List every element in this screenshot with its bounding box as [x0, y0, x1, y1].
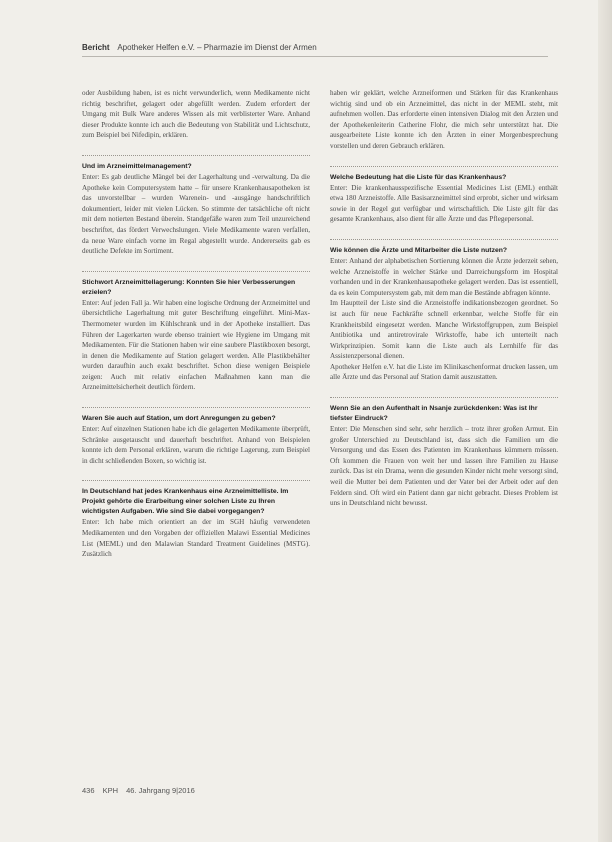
- question-heading: Stichwort Arzneimittellagerung: Konnten Sie hier Verbesserungen erzielen?: [82, 278, 296, 296]
- answer-paragraph: Enter: Es gab deutliche Mängel bei der Lagerhaltung und -verwaltung. Da die Apotheke kein Computersystem hatte – für unsere Krankenhausapotheken ist das unvorstellbar – wurden Warenein- und -ausgänge handschriftlich dokumentiert, leider mit vielen Lücken. So stimmte der tatsächliche oft nicht mit dem notierten Bestand überein. Standgefäße waren zum Teil unzureichend beschriftet, das fördert Verwechslungen. Viele Medikamente waren verfallen, da neue Ware einfach vorne im Regal abgestellt wurde. Andererseits gab es deutliche Defekte im Sortiment.: [82, 172, 310, 256]
- running-header: [82, 43, 542, 52]
- answer-paragraph: Enter: Auf jeden Fall ja. Wir haben eine logische Ordnung der Arzneimittel und übersichtliche Lagerhaltung mit guter Beschriftung eingeführt. Mini-Max-Thermometer wurden im Kühlschrank und in der Apotheke installiert. Das Führen der Lagerkarten wurde ebenso trainiert wie Hygiene im Umgang mit Medikamenten. Für die Stationen haben wir eine saubere Plastikboxen besorgt, in denen die Medikamente auf Station gelagert werden. Alle Plastikbehälter wurden daraufhin auch exakt beschriftet. Schon diese wenigen Beispiele zeigen: Auch mit relativ einfachen Maßnahmen kann man die Arzneimittelsicherheit deutlich fördern.: [82, 298, 310, 392]
- answer-paragraph: Enter: Auf einzelnen Stationen habe ich die gelagerten Medikamente überprüft, Schränke ausgetauscht und dauerhaft beschriftet. Anhand von Beispielen konnte ich dem Personal erklären, warum die richtige Lagerung, zum Beispiel in dicht schließenden Boxen, so wichtig ist.: [82, 425, 310, 465]
- answer-paragraph: Enter: Die krankenhausspezifische Essential Medicines List (EML) enthält etwa 180 Arzneistoffe. Alle Basisarzneimittel sind erprobt, sicher und wirksam sowie in der Regel gut verfügbar und wirtschaftlich. Die Liste gilt für das gesamte Krankenhaus, also dient für alle Ärzte und das Pflegepersonal.: [330, 183, 558, 224]
- section-divider: [82, 407, 310, 408]
- question-heading: Waren Sie auch auf Station, um dort Anregungen zu geben?: [82, 415, 276, 423]
- section-divider: [82, 271, 310, 272]
- section-divider: [330, 397, 558, 398]
- header-category: Bericht: [82, 43, 110, 52]
- answer-paragraph: Enter: Anhand der alphabetischen Sortierung können die Ärzte jederzeit sehen, welche Arzneistoffe in welcher Stärke und Darreichungsform im Hospital vorhanden und in der Krankenhausapotheke gelagert werden. Das ist essentiell, da es kein Computersystem gab, mit dem man die Bestände abfragen könnte. Im Hauptteil der Liste sind die Arzneistoffe indikationsbezogen geordnet. So ist auch für neue Fachkräfte schnell erkennbar, welche Stoffe für ein Krankheitsbild eingesetzt werden. Manche Wirkstoffgruppen, zum Beispiel Antibiotika und antiretrovirale Wirkstoffe, habe ich unterteilt nach Wirkprinzipien. Somit kann die Liste auch als Lernhilfe für das Assistenzpersonal dienen. Apotheker Helfen e.V. hat die Liste im Klinikaschenformat drucken lassen, um alle Ärzte und das Personal auf Station damit auszustatten.: [330, 256, 558, 382]
- question-heading: Welche Bedeutung hat die Liste für das Krankenhaus?: [330, 173, 507, 181]
- left-column: [82, 88, 310, 560]
- issue-info: 46. Jahrgang 9|2016: [126, 786, 195, 795]
- page-footer: [82, 786, 201, 795]
- journal-name: KPH: [102, 786, 119, 795]
- section-divider: [330, 166, 558, 167]
- header-title: Apotheker Helfen e.V. – Pharmazie im Dienst der Armen: [117, 43, 317, 52]
- section-divider: [82, 480, 310, 481]
- question-heading: In Deutschland hat jedes Krankenhaus eine Arzneimittelliste. Im Projekt gehörte die Erarbeitung einer solchen Liste zu Ihren wichtigsten Aufgaben. Wie sind Sie dabei vorgegangen?: [82, 488, 289, 516]
- page-number: 436: [82, 786, 95, 795]
- answer-paragraph: Enter: Ich habe mich orientiert an der im SGH häufig verwendeten Medikamenten und den Vorgaben der offiziellen Malawi Essential Medicines List (MEML) und den Malawian Standard Treatment Guidelines (MSTG). Zusätzlich: [82, 518, 310, 559]
- section-divider: [82, 155, 310, 156]
- question-heading: Wenn Sie an den Aufenthalt in Nsanje zurückdenken: Was ist Ihr tiefster Eindruck?: [330, 405, 538, 423]
- section-divider: [330, 239, 558, 240]
- question-heading: Wie können die Ärzte und Mitarbeiter die Liste nutzen?: [330, 246, 508, 254]
- right-column: [330, 88, 558, 509]
- question-heading: Und im Arzneimittelmanagement?: [82, 162, 192, 170]
- page-edge: [598, 0, 612, 842]
- answer-paragraph: Enter: Die Menschen sind sehr, sehr herzlich – trotz ihrer großen Armut. Ein großer Unterschied zu Deutschland ist, dass sich die Familien um die Versorgung und das Essen des Patienten im Krankenhaus kümmern müssen. Oft kommen die Frauen von weit her und lassen ihre Familien zu Hause zurück. Das ist ein Drama, wenn die gesunden Kinder nicht mehr versorgt sind, weil die Mutter bei dem Patienten und der Vater bei der Arbeit oder auf den Feldern sind. Oft wird ein Patient dann gar nicht gebracht. Dieses Problem ist uns in Deutschland nicht bewusst.: [330, 425, 558, 508]
- left-intro-paragraph: oder Ausbildung haben, ist es nicht verwunderlich, wenn Medikamente nicht richtig beschriftet, gelagert oder abgefüllt werden. Zudem erfordert der Umgang mit Bulk Ware anderes Wissen als mit verblisterter Ware. Anhand dieser Produkte konnte ich auch die Bedeutung von Stabilität und Lichtschutz, zum Beispiel bei Nifedipin, erklären.: [82, 89, 310, 140]
- header-rule: [82, 56, 548, 57]
- right-intro-paragraph: haben wir geklärt, welche Arzneiformen und Stärken für das Krankenhaus wichtig sind und ob ein Arzneimittel, das nicht in der MEML steht, mit aufnehmen wollen. Das erforderte einen intensiven Dialog mit den Ärzten und der Apothekenleiterin Catherine Flohr, die mich sehr unterstützt hat. Die ausgearbeitete Liste konnte ich den Ärzten in einer Morgenbesprechung vorstellen und deren Gebrauch erklären.: [330, 89, 558, 150]
